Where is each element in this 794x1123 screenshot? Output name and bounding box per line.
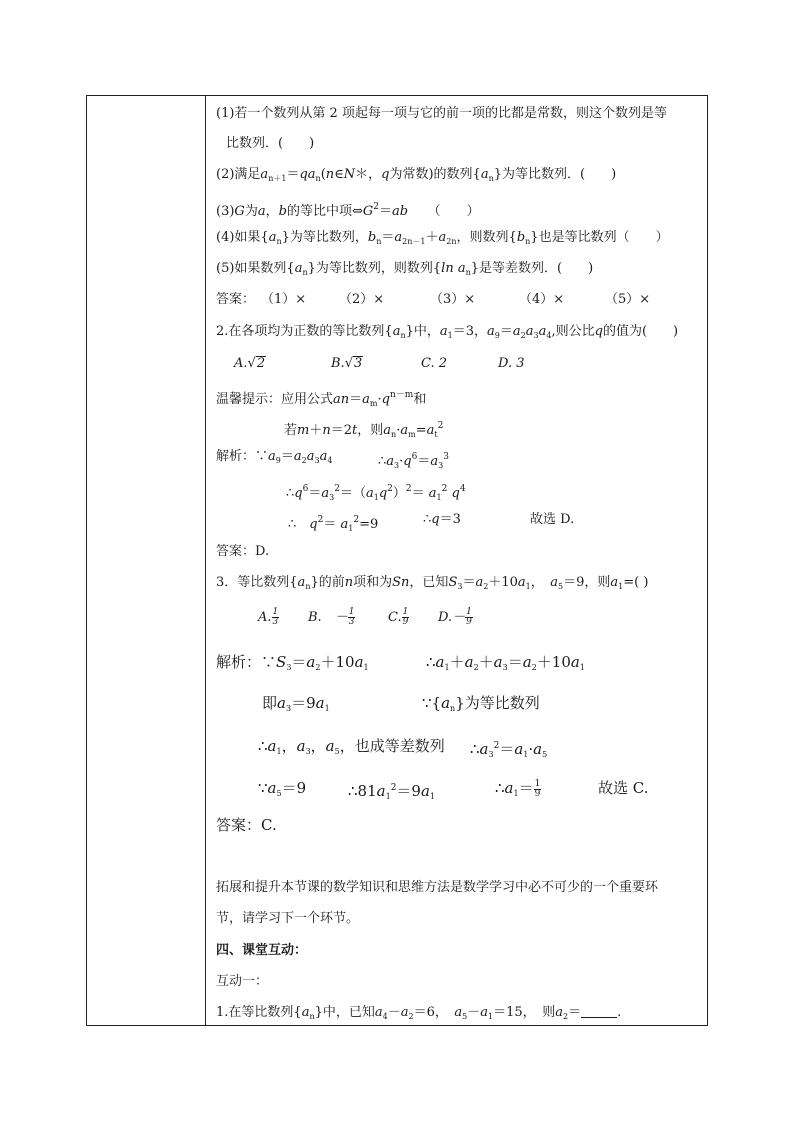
- q2-hint-cont: 若m＋n＝2t，则$a_n\cdot a_m=a_t^2$: [284, 421, 444, 439]
- q3-solution-3: $\therefore a_1$，$a_3$，$a_5$，也成等差数列 $\therefore a_3^2=a_1\cdot a_5$: [258, 737, 548, 759]
- transition-text: 拓展和提升本节课的数学知识和思维方法是数学学习中必不可少的一个重要环: [216, 880, 659, 895]
- q1-statement-4: (4)如果$\{a_n\}$为等比数列，$b_n=a_{2n-1}+a_{2n}$，则数列$\{b_n\}$也是等比数列（ ）: [216, 230, 669, 246]
- q2-answer: 答案：D.: [216, 544, 270, 559]
- subsection-heading: 互动一：: [216, 974, 269, 989]
- q2-solution-1: 解析：$\because a_9=a_2a_3a_4$ $\therefore a_3\cdot q^6=a_3^3$: [216, 449, 449, 470]
- transition-text-cont: 节，请学习下一个环节。: [216, 911, 360, 926]
- q3-solution-4: $\because a_5=9$ $\therefore 81a_1^2=9a_1$ $\therefore a_1=$ $\frac{1}{9}$ 故选 C.: [258, 778, 649, 801]
- q2-hint: 温馨提示：应用公式$an=a_m\cdot q^{n-m}$和: [216, 390, 427, 408]
- q2-solution-2: $\therefore q^6=a_3^2=(a_1q^2)^2= a_1^2$ $q^4$: [286, 484, 466, 502]
- q2-option-c: C. 2: [421, 356, 448, 371]
- column-divider: [205, 95, 206, 1026]
- q2-solution-3: ∴ $q^2= a_1^2=9$ ∴q＝3 故选 D.: [288, 512, 575, 533]
- q1-statement-1-cont: 比数列．( ): [226, 136, 315, 151]
- q3-option-b: B. － $\frac{1}{3}$: [308, 607, 355, 627]
- q2-stem: 2.在各项均为正数的等比数列$\{a_n\}$中，$a_1=3$，$a_9=a_2a_3a_4$,则公比q的值为( ): [216, 324, 679, 340]
- q3-stem: 3．等比数列$\{a_n\}$的前n项和为Sn，已知$S_3=a_2+10a_1$， $a_5=9$，则$a_1=$( ): [216, 575, 649, 591]
- answer-blank[interactable]: [581, 1005, 617, 1018]
- q3-option-a: A. $\frac{1}{3}$: [258, 607, 279, 627]
- q1-statement-5: (5)如果数列$\{a_n\}$为等比数列，则数列{ln $a_n$}是等差数列．( ): [216, 261, 594, 277]
- q1-statement-2: (2)满足$a_{n+1}=qa_n(n\in N*$，q为常数)的数列$\{a_n\}$为等比数列．( ): [216, 167, 617, 183]
- q1-statement-3: (3)G为a，b的等比中项$\Leftrightarrow G^2=ab$ （ ）: [216, 202, 480, 219]
- q3-answer: 答案：C.: [216, 816, 277, 834]
- interaction-question: 1.在等比数列$\{a_n\}$中，已知$a_4-a_2=6$， $a_5-a_1=15$， 则$a_2=$ .: [216, 1005, 622, 1021]
- q3-solution-2: 即$a_3=9a_1$ $\because\{a_n\}$为等比数列: [262, 694, 540, 713]
- q3-option-c: C. $\frac{1}{9}$: [388, 607, 409, 627]
- section-heading: 四、课堂互动：: [216, 943, 308, 958]
- q2-option-b: B.√3: [331, 356, 363, 371]
- q2-option-a: A.√2: [234, 356, 266, 371]
- q1-answers: 答案： （1）× （2）× （3）× （4）× （5）×: [216, 292, 651, 307]
- q3-solution-1: 解析：$\because S_3=a_2+10a_1$ $\therefore a_1+a_2+a_3=a_2+10a_1$: [216, 653, 585, 672]
- q1-statement-1: (1)若一个数列从第 2 项起每一项与它的前一项的比都是常数，则这个数列是等: [216, 106, 667, 121]
- q2-option-d: D. 3: [498, 356, 525, 371]
- q3-option-d: D.－ $\frac{1}{9}$: [438, 607, 472, 627]
